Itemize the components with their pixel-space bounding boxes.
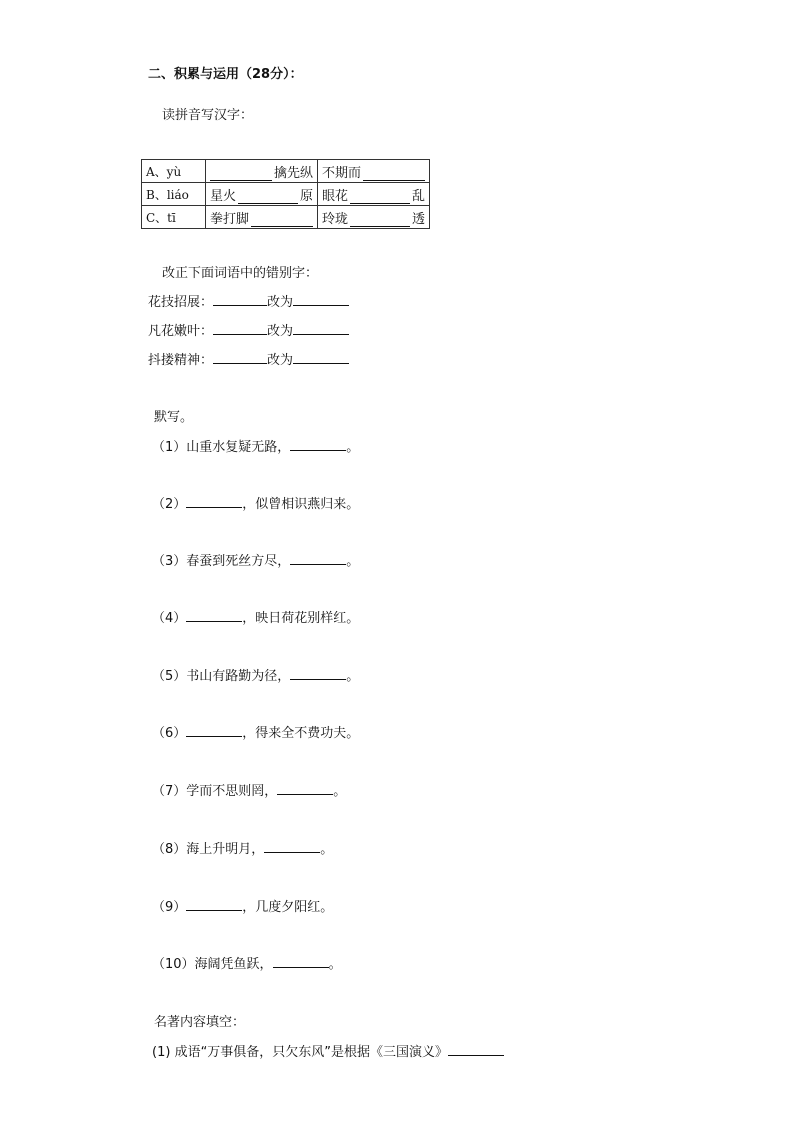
answer-cell bbox=[318, 183, 430, 206]
dictation-item bbox=[152, 493, 359, 512]
dictation-item bbox=[152, 550, 359, 569]
answer-cell bbox=[318, 206, 430, 229]
cell-text: 星火 bbox=[210, 188, 237, 204]
word-label: 花技招展： bbox=[148, 295, 214, 310]
item-number: （9） bbox=[152, 900, 187, 915]
cell-text: 原 bbox=[299, 188, 313, 204]
cell-text: 拳打脚 bbox=[210, 211, 250, 227]
pinyin-heading: 读拼音写汉字： bbox=[162, 108, 254, 123]
answer-blank[interactable] bbox=[186, 898, 242, 911]
item-number: （3） bbox=[152, 554, 187, 569]
answer-blank[interactable] bbox=[186, 609, 242, 622]
item-number: (1) bbox=[152, 1045, 171, 1060]
answer-blank[interactable] bbox=[290, 552, 346, 565]
correct-char-blank[interactable] bbox=[293, 293, 349, 306]
answer-blank[interactable] bbox=[290, 438, 346, 451]
dictation-item bbox=[152, 896, 333, 915]
cell-text: 透 bbox=[411, 211, 425, 227]
correct-char-blank[interactable] bbox=[293, 351, 349, 364]
row-label: B、liáo bbox=[142, 183, 206, 206]
correction-item bbox=[148, 349, 349, 368]
word-label: 抖搂精神： bbox=[148, 353, 214, 368]
line-before: 山重水复疑无路， bbox=[186, 440, 291, 455]
answer-blank[interactable] bbox=[264, 840, 320, 853]
classics-item bbox=[152, 1041, 504, 1060]
change-label: 改为 bbox=[267, 353, 294, 368]
answer-blank[interactable] bbox=[350, 189, 410, 204]
correction-item bbox=[148, 291, 349, 310]
line-after: ，似曾相识燕归来。 bbox=[242, 497, 360, 512]
cell-text: 不期而 bbox=[322, 165, 362, 181]
dictation-item bbox=[152, 436, 359, 455]
wrong-char-blank[interactable] bbox=[213, 293, 267, 306]
line-before: 春蚕到死丝方尽， bbox=[186, 554, 291, 569]
item-number: （2） bbox=[152, 497, 187, 512]
cell-text: 乱 bbox=[411, 188, 425, 204]
answer-blank[interactable] bbox=[186, 495, 242, 508]
section-title: 二、积累与运用（28分）： bbox=[148, 67, 303, 82]
line-after: 。 bbox=[328, 957, 342, 972]
cell-text: 眼花 bbox=[322, 188, 349, 204]
dictation-item bbox=[152, 607, 359, 626]
item-number: （6） bbox=[152, 726, 187, 741]
answer-cell bbox=[206, 206, 318, 229]
item-number: （7） bbox=[152, 784, 187, 799]
line-after: 。 bbox=[346, 440, 360, 455]
dictation-item bbox=[152, 953, 342, 972]
cell-text: 擒先纵 bbox=[273, 165, 313, 181]
answer-blank[interactable] bbox=[273, 955, 329, 968]
cell-text: 玲珑 bbox=[322, 211, 349, 227]
answer-blank[interactable] bbox=[448, 1043, 504, 1056]
word-label: 凡花嫩叶： bbox=[148, 324, 214, 339]
correction-item bbox=[148, 320, 349, 339]
correction-heading: 改正下面词语中的错别字： bbox=[162, 266, 319, 281]
answer-blank[interactable] bbox=[210, 166, 272, 181]
item-number: （8） bbox=[152, 842, 187, 857]
line-after: 。 bbox=[333, 784, 347, 799]
classics-heading: 名著内容填空： bbox=[154, 1015, 246, 1030]
table-row bbox=[142, 160, 430, 183]
change-label: 改为 bbox=[267, 295, 294, 310]
item-number: （10） bbox=[152, 957, 195, 972]
item-number: （5） bbox=[152, 669, 187, 684]
row-label: C、tī bbox=[142, 206, 206, 229]
line-before: 学而不思则罔， bbox=[186, 784, 278, 799]
pinyin-table bbox=[141, 159, 430, 229]
line-before: 书山有路勤为径， bbox=[186, 669, 291, 684]
dictation-item bbox=[152, 780, 346, 799]
item-text: 成语“万事俱备，只欠东风”是根据《三国演义》 bbox=[174, 1045, 449, 1060]
table-row bbox=[142, 206, 430, 229]
answer-blank[interactable] bbox=[350, 212, 410, 227]
change-label: 改为 bbox=[267, 324, 294, 339]
item-number: （1） bbox=[152, 440, 187, 455]
line-after: ，得来全不费功夫。 bbox=[242, 726, 360, 741]
answer-cell bbox=[318, 160, 430, 183]
answer-cell bbox=[206, 183, 318, 206]
wrong-char-blank[interactable] bbox=[213, 351, 267, 364]
wrong-char-blank[interactable] bbox=[213, 322, 267, 335]
item-number: （4） bbox=[152, 611, 187, 626]
answer-blank[interactable] bbox=[186, 724, 242, 737]
line-after: 。 bbox=[346, 554, 360, 569]
dictation-heading: 默写。 bbox=[154, 410, 194, 425]
line-after: ，几度夕阳红。 bbox=[242, 900, 334, 915]
answer-blank[interactable] bbox=[290, 667, 346, 680]
correct-char-blank[interactable] bbox=[293, 322, 349, 335]
line-before: 海上升明月， bbox=[186, 842, 265, 857]
line-after: 。 bbox=[346, 669, 360, 684]
answer-blank[interactable] bbox=[251, 212, 313, 227]
dictation-item bbox=[152, 722, 359, 741]
answer-cell bbox=[206, 160, 318, 183]
answer-blank[interactable] bbox=[277, 782, 333, 795]
line-before: 海阔凭鱼跃， bbox=[194, 957, 273, 972]
answer-blank[interactable] bbox=[363, 166, 425, 181]
line-after: ，映日荷花别样红。 bbox=[242, 611, 360, 626]
row-label: A、yù bbox=[142, 160, 206, 183]
dictation-item bbox=[152, 665, 359, 684]
answer-blank[interactable] bbox=[238, 189, 298, 204]
dictation-item bbox=[152, 838, 333, 857]
line-after: 。 bbox=[320, 842, 334, 857]
table-row bbox=[142, 183, 430, 206]
